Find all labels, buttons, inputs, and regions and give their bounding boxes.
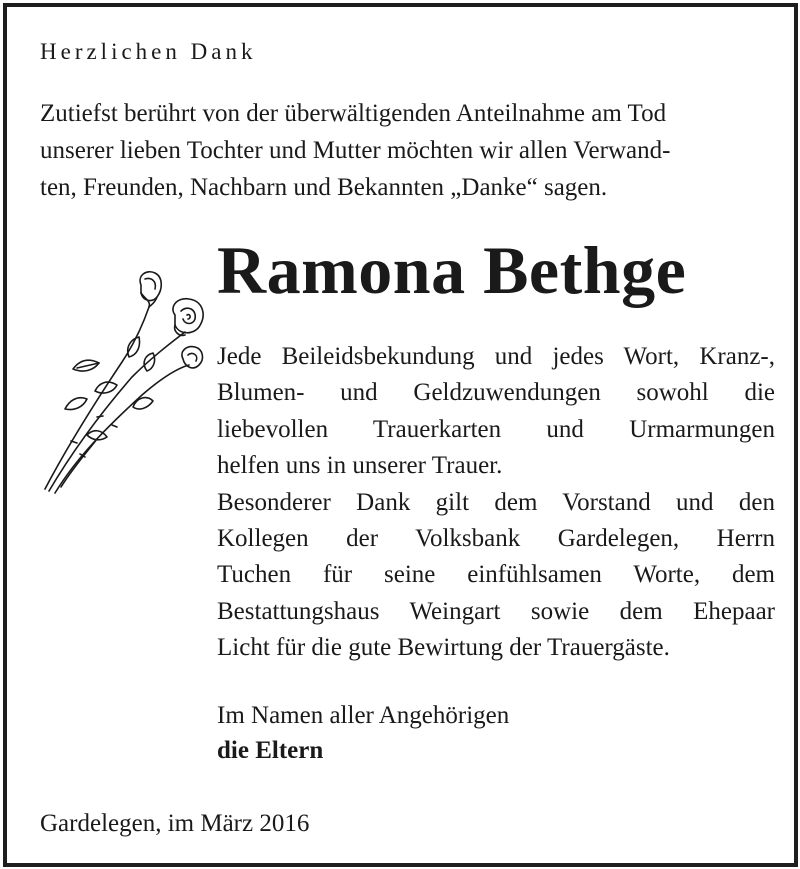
body-line: Tuchen für seine einfühlsamen Worte, dem (217, 561, 775, 589)
place-date: Gardelegen, im März 2016 (40, 810, 310, 837)
body-line: Jede Beileidsbekundung und jedes Wort, Kranz-, (217, 343, 775, 370)
body-line: liebevollen Trauerkarten und Urmarmungen (217, 415, 775, 443)
intro-line: ten, Freunden, Nachbarn und Bekannten „Danke“ sagen. (40, 174, 608, 201)
body-line: helfen uns in unserer Trauer. (217, 452, 503, 480)
roses-illustration-icon (37, 267, 212, 497)
intro-line: Zutiefst berührt von der überwältigenden Anteilnahme am Tod (40, 100, 667, 127)
body-line: Licht für die gute Bewirtung der Trauergäste. (217, 634, 670, 662)
intro-paragraph (40, 95, 775, 206)
deceased-name: Ramona Bethge (217, 232, 687, 308)
body-line: Blumen- und Geldzuwendungen sowohl die (217, 379, 775, 407)
body-line: Besonderer Dank gilt dem Vorstand und den (217, 488, 775, 516)
notice-frame (3, 3, 798, 867)
body-line: Kollegen der Volksbank Gardelegen, Herrn (217, 525, 775, 553)
signature-line: Im Namen aller Angehörigen (217, 702, 510, 729)
notice-heading: Herzlichen Dank (40, 39, 257, 64)
signature-name: die Eltern (217, 737, 324, 764)
body-line: Bestattungshaus Weingart sowie dem Ehepaar (217, 597, 775, 625)
intro-line: unserer lieben Tochter und Mutter möchten wir allen Verwand- (40, 137, 671, 164)
body-paragraph (217, 339, 775, 667)
